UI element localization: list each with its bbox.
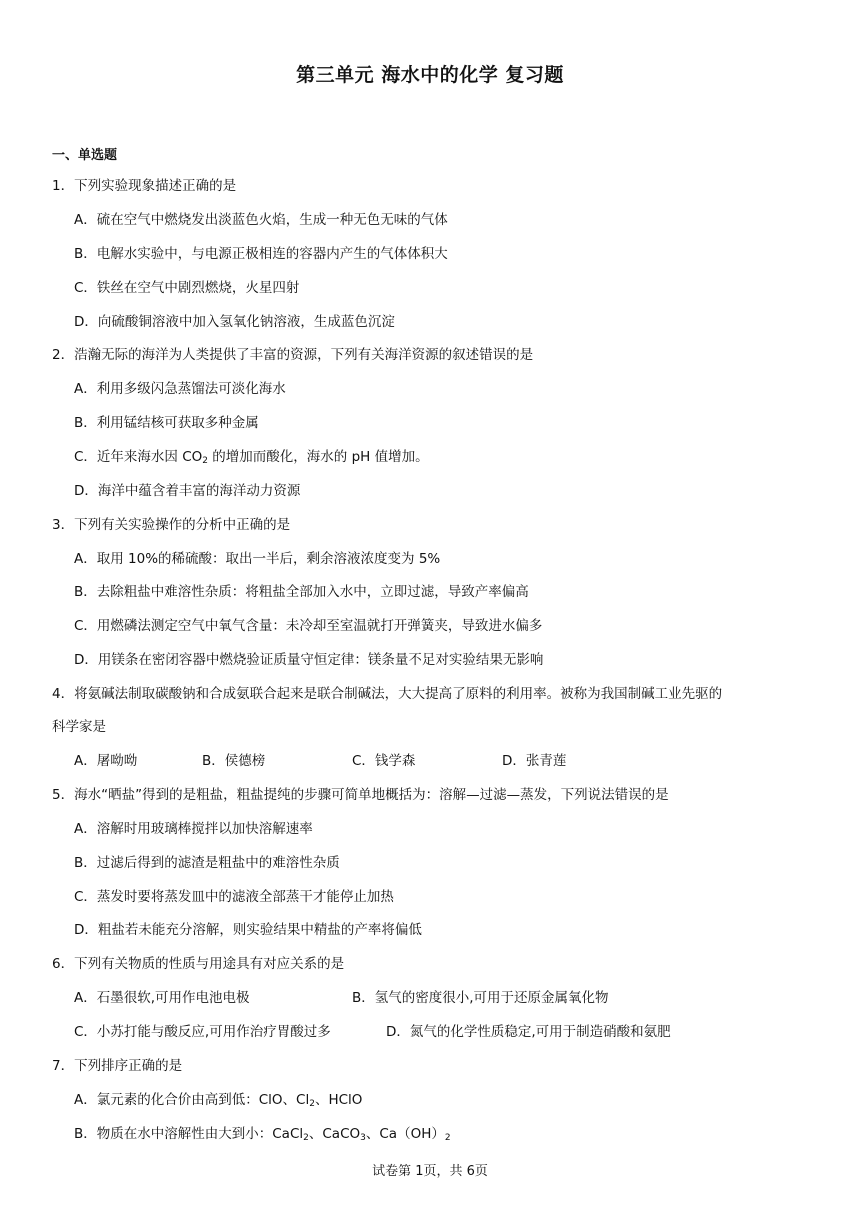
question-4-option-b: B．侯德榜 (202, 753, 266, 769)
question-1-stem: 1．下列实验现象描述正确的是 (52, 178, 237, 194)
question-4-stem-line1: 4．将氨碱法制取碳酸钠和合成氨联合起来是联合制碱法，大大提高了原料的利用率。被称为我国制碱工业先驱的 (52, 686, 723, 702)
question-2-option-b: B．利用锰结核可获取多种金属 (74, 415, 259, 431)
question-3-option-a: A．取用 10%的稀硫酸：取出一半后，剩余溶液浓度变为 5% (74, 551, 441, 567)
question-2-option-c: C．近年来海水因 $CO_2$ 的增加而酸化，海水的 pH 值增加。 (74, 449, 429, 466)
question-1-option-a: A．硫在空气中燃烧发出淡蓝色火焰，生成一种无色无味的气体 (74, 212, 448, 228)
question-4-stem-line2: 科学家是 (52, 719, 106, 735)
question-6-option-c: C．小苏打能与酸反应,可用作治疗胃酸过多 (74, 1024, 331, 1040)
question-1-option-b: B．电解水实验中，与电源正极相连的容器内产生的气体体积大 (74, 246, 448, 262)
question-6-option-d: D．氮气的化学性质稳定,可用于制造硝酸和氨肥 (386, 1024, 671, 1040)
question-6-option-b: B．氢气的密度很小,可用于还原金属氧化物 (352, 990, 609, 1006)
question-3-option-c: C．用燃磷法测定空气中氧气含量：未冷却至室温就打开弹簧夹，导致进水偏多 (74, 618, 543, 634)
question-4-option-c: C．钱学森 (352, 753, 416, 769)
question-5-option-a: A．溶解时用玻璃棒搅拌以加快溶解速率 (74, 821, 313, 837)
question-7-option-a: A．氯元素的化合价由高到低：ClO、$Cl_2$、HClO (74, 1092, 363, 1109)
page-footer: 试卷第 1页，共 6页 (372, 1164, 488, 1179)
question-7-stem: 7．下列排序正确的是 (52, 1058, 183, 1074)
question-7-option-b: B．物质在水中溶解性由大到小：CaCl$_2$、CaCO$_3$、$Ca(OH)_2$ (74, 1126, 451, 1143)
question-4-option-d: D．张青莲 (502, 753, 567, 769)
question-3-option-b: B．去除粗盐中难溶性杂质：将粗盐全部加入水中，立即过滤，导致产率偏高 (74, 584, 529, 600)
question-6-option-a: A．石墨很软,可用作电池电极 (74, 990, 250, 1006)
question-6-stem: 6．下列有关物质的性质与用途具有对应关系的是 (52, 956, 345, 972)
page-title: 第三单元 海水中的化学 复习题 (296, 64, 564, 86)
question-3-option-d: D．用镁条在密闭容器中燃烧验证质量守恒定律：镁条量不足对实验结果无影响 (74, 652, 544, 668)
question-2-stem: 2．浩瀚无际的海洋为人类提供了丰富的资源，下列有关海洋资源的叙述错误的是 (52, 347, 534, 363)
question-1-option-c: C．铁丝在空气中剧烈燃烧，火星四射 (74, 280, 300, 296)
question-3-stem: 3．下列有关实验操作的分析中正确的是 (52, 517, 291, 533)
question-1-option-d: D．向硫酸铜溶液中加入氢氧化钠溶液，生成蓝色沉淀 (74, 314, 395, 330)
question-4-option-a: A．屠呦呦 (74, 753, 138, 769)
question-5-stem: 5．海水“晒盐”得到的是粗盐，粗盐提纯的步骤可简单地概括为：溶解—过滤—蒸发，下列说法错误的是 (52, 787, 669, 803)
question-5-option-b: B．过滤后得到的滤渣是粗盐中的难溶性杂质 (74, 855, 340, 871)
question-2-option-d: D．海洋中蕴含着丰富的海洋动力资源 (74, 483, 301, 499)
section-heading: 一、单选题 (52, 148, 118, 163)
question-2-option-a: A．利用多级闪急蒸馏法可淡化海水 (74, 381, 286, 397)
question-5-option-c: C．蒸发时要将蒸发皿中的滤液全部蒸干才能停止加热 (74, 889, 394, 905)
question-5-option-d: D．粗盐若未能充分溶解，则实验结果中精盐的产率将偏低 (74, 922, 422, 938)
